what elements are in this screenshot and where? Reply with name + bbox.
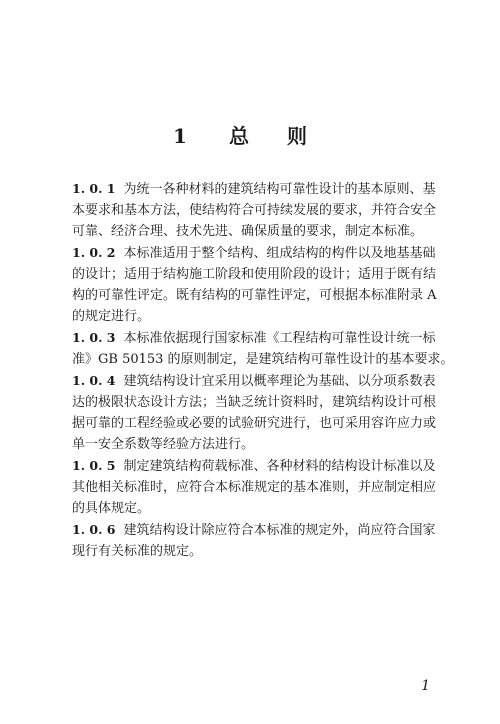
clause-number: 1. 0. 6 [72, 522, 116, 537]
clause-text: 建筑结构设计宜采用以概率理论为基础、以分项系数表 [123, 374, 436, 389]
chapter-title-char-2: 则 [286, 124, 309, 148]
clause-line: 其他相关标准时，应符合本标准规定的基本准则，并应制定相应 [72, 480, 437, 495]
clause-line: 的设计；适用于结构施工阶段和使用阶段的设计；适用于既有结 [72, 267, 437, 282]
clause-1-0-5 [72, 455, 436, 519]
chapter-number: 1 [173, 124, 189, 148]
chapter-body [72, 178, 454, 562]
clause-number: 1. 0. 1 [72, 181, 116, 196]
clause-text: 本标准适用于整个结构、组成结构的构件以及地基基础 [123, 246, 436, 261]
clause-text: 为统一各种材料的建筑结构可靠性设计的基本原则、基 [123, 182, 436, 197]
clause-line: 本要求和基本方法，使结构符合可持续发展的要求，并符合安全 [72, 203, 437, 218]
clause-line: 现行有关标准的规定。 [72, 544, 203, 559]
clause-number: 1. 0. 3 [72, 330, 116, 345]
clause-line: 准》GB 50153 的原则制定，是建筑结构可靠性设计的基本要求。 [72, 352, 454, 367]
clause-text: 制定建筑结构荷载标准、各种材料的结构设计标准以及 [123, 459, 436, 474]
clause-line [72, 327, 436, 349]
clause-line [72, 242, 436, 264]
clause-line: 可靠、经济合理、技术先进、确保质量的要求，制定本标准。 [72, 224, 424, 239]
clause-line [72, 455, 436, 477]
clause-line: 达的极限状态设计方法；当缺乏统计资料时，建筑结构设计可根 [72, 395, 437, 410]
clause-1-0-2 [72, 242, 436, 327]
clause-text: 建筑结构设计除应符合本标准的规定外，尚应符合国家 [123, 523, 436, 538]
clause-number: 1. 0. 2 [72, 245, 116, 260]
clause-line [72, 519, 436, 541]
chapter-title [0, 120, 500, 149]
clause-number: 1. 0. 4 [72, 373, 116, 388]
clause-line [72, 178, 436, 200]
clause-line: 单一安全系数等经验方法进行。 [72, 437, 255, 452]
clause-1-0-3 [72, 327, 454, 370]
clause-number: 1. 0. 5 [72, 458, 116, 473]
clause-text: 本标准依据现行国家标准《工程结构可靠性设计统一标 [123, 331, 436, 346]
clause-line: 构的可靠性评定。既有结构的可靠性评定，可根据本标准附录 A [72, 288, 437, 303]
clause-1-0-4 [72, 370, 436, 455]
page-number: 1 [421, 678, 430, 694]
clause-1-0-1 [72, 178, 436, 242]
clause-1-0-6 [72, 519, 436, 562]
clause-line: 的规定进行。 [72, 309, 151, 324]
clause-line [72, 370, 436, 392]
clause-line: 的具体规定。 [72, 501, 151, 516]
chapter-title-char-1: 总 [228, 124, 251, 148]
clause-line: 据可靠的工程经验或必要的试验研究进行，也可采用容许应力或 [72, 416, 437, 431]
